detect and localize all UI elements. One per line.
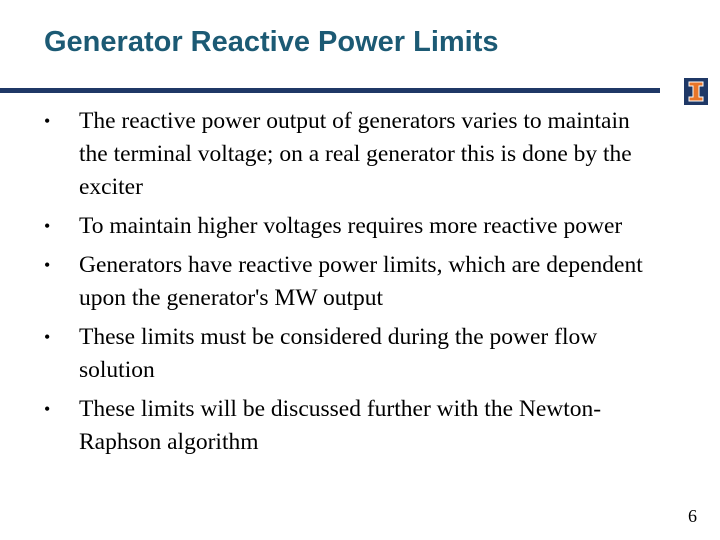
bullet-item: [44, 249, 664, 315]
bullet-item: [44, 393, 664, 459]
bullet-item: [44, 105, 664, 204]
bullet-dot-icon: •: [44, 111, 51, 131]
bullet-text: To maintain higher voltages requires more reactive power: [79, 213, 623, 239]
university-block-i-logo-icon: [684, 78, 708, 105]
title-divider: [0, 88, 660, 93]
bullet-dot-icon: •: [44, 399, 51, 419]
page-number: 6: [688, 506, 697, 526]
bullet-dot-icon: •: [44, 255, 51, 275]
bullet-item: [44, 210, 664, 243]
bullet-text: The reactive power output of generators varies to maintain the terminal voltage; on a real generator this is done by the exciter: [79, 108, 632, 200]
bullet-text: These limits will be discussed further with the Newton-Raphson algorithm: [79, 396, 602, 455]
slide-title: Generator Reactive Power Limits: [44, 26, 499, 58]
bullet-text: These limits must be considered during the power flow solution: [79, 324, 598, 383]
bullet-item: [44, 321, 664, 387]
bullet-text: Generators have reactive power limits, which are dependent upon the generator's MW output: [79, 252, 643, 311]
bullet-dot-icon: •: [44, 327, 51, 347]
bullet-list: [44, 105, 664, 465]
bullet-dot-icon: •: [44, 216, 51, 236]
